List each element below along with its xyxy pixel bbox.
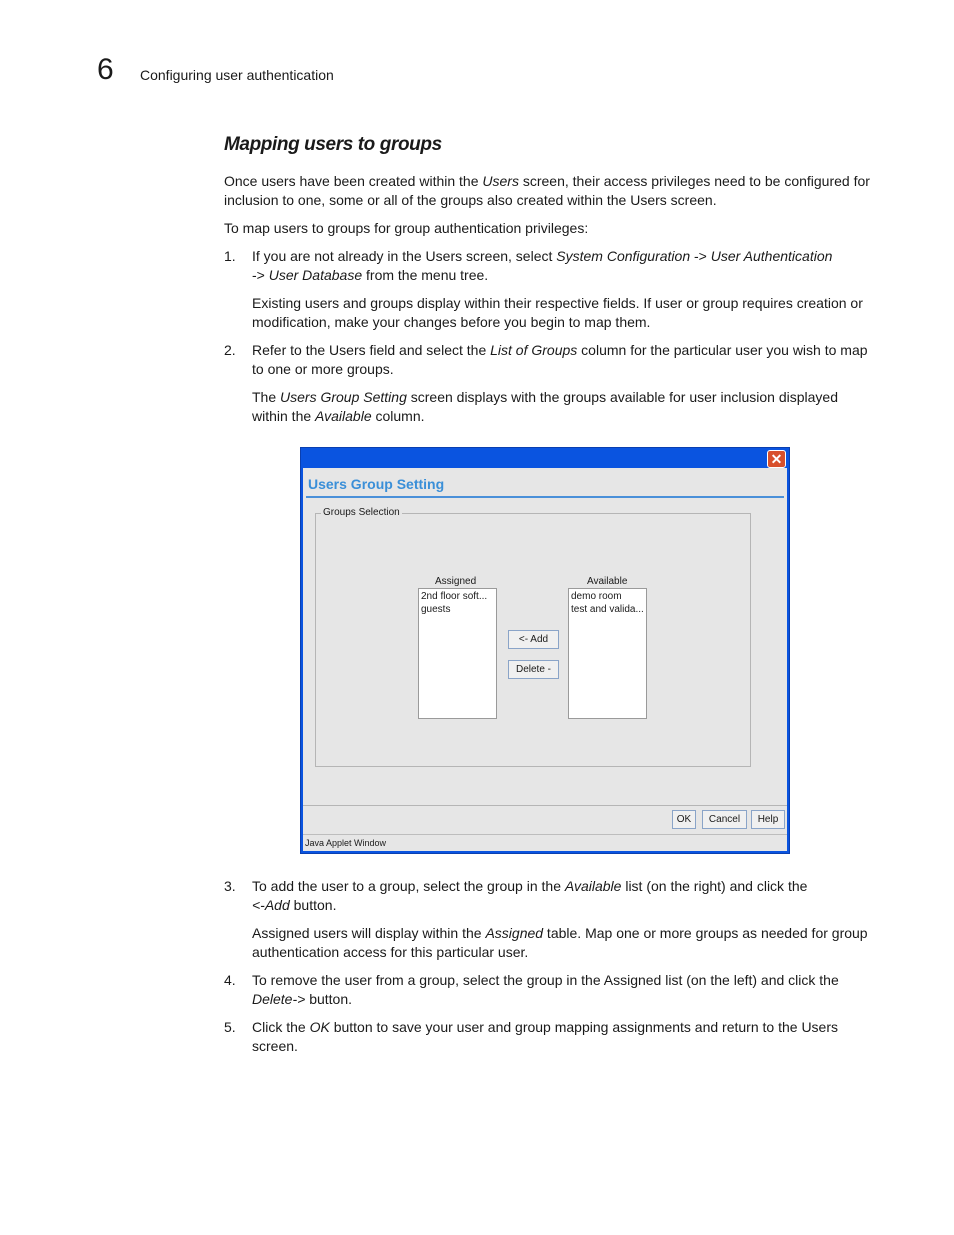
step-3-note: Assigned users will display within the Assigned table. Map one or more groups as needed for group authentication access for this particular user. bbox=[252, 925, 868, 960]
intro-paragraph-2: To map users to groups for group authentication privileges: bbox=[224, 220, 589, 236]
button-row-divider bbox=[303, 805, 787, 806]
cancel-button[interactable]: Cancel bbox=[702, 810, 747, 829]
step-2: 2. Refer to the Users field and select the List of Groups column for the particular user you wish to map to one or more groups. bbox=[224, 342, 868, 377]
available-label: Available bbox=[587, 576, 628, 587]
running-head: Configuring user authentication bbox=[140, 67, 334, 83]
add-button[interactable]: <- Add bbox=[508, 630, 559, 649]
list-item[interactable]: demo room bbox=[571, 591, 622, 602]
step-2-note: The Users Group Setting screen displays with the groups available for user inclusion displayed within the Available column. bbox=[252, 389, 838, 424]
section-title: Mapping users to groups bbox=[224, 134, 442, 155]
status-bar: Java Applet Window bbox=[303, 834, 787, 851]
intro-paragraph: Once users have been created within the Users screen, their access privileges need to be configured for inclusion to one, some or all of the groups also created within the Users screen. bbox=[224, 173, 870, 208]
step-5: 5. Click the OK button to save your user and group mapping assignments and return to the Users screen. bbox=[224, 1019, 838, 1054]
title-divider bbox=[306, 496, 784, 498]
help-button[interactable]: Help bbox=[751, 810, 785, 829]
users-group-setting-window bbox=[300, 447, 790, 854]
dialog-title: Users Group Setting bbox=[308, 476, 445, 492]
dialog-body bbox=[303, 468, 787, 851]
assigned-label: Assigned bbox=[435, 576, 477, 587]
assigned-list[interactable] bbox=[418, 588, 497, 719]
list-item[interactable]: 2nd floor soft... bbox=[421, 591, 488, 602]
step-1: 1. If you are not already in the Users screen, select System Configuration -> User Authentication -> User Database from the menu tree. bbox=[224, 248, 833, 283]
step-1-note: Existing users and groups display within their respective fields. If user or group requires creation or modification, make your changes before you begin to map them. bbox=[252, 295, 863, 330]
step-3: 3. To add the user to a group, select the group in the Available list (on the right) and click the <-Add button. bbox=[224, 878, 808, 913]
delete-button[interactable]: Delete - bbox=[508, 660, 559, 679]
ok-button[interactable]: OK bbox=[672, 810, 696, 829]
list-item[interactable]: guests bbox=[421, 604, 451, 615]
step-4: 4. To remove the user from a group, select the group in the Assigned list (on the left) and click the Delete-> button. bbox=[224, 972, 839, 1007]
close-icon[interactable]: ✕ bbox=[767, 450, 786, 468]
chapter-number: 6 bbox=[97, 53, 114, 86]
available-list[interactable] bbox=[568, 588, 647, 719]
groups-selection-box bbox=[315, 507, 751, 767]
groups-selection-label: Groups Selection bbox=[323, 507, 400, 518]
list-item[interactable]: test and valida... bbox=[571, 604, 644, 615]
